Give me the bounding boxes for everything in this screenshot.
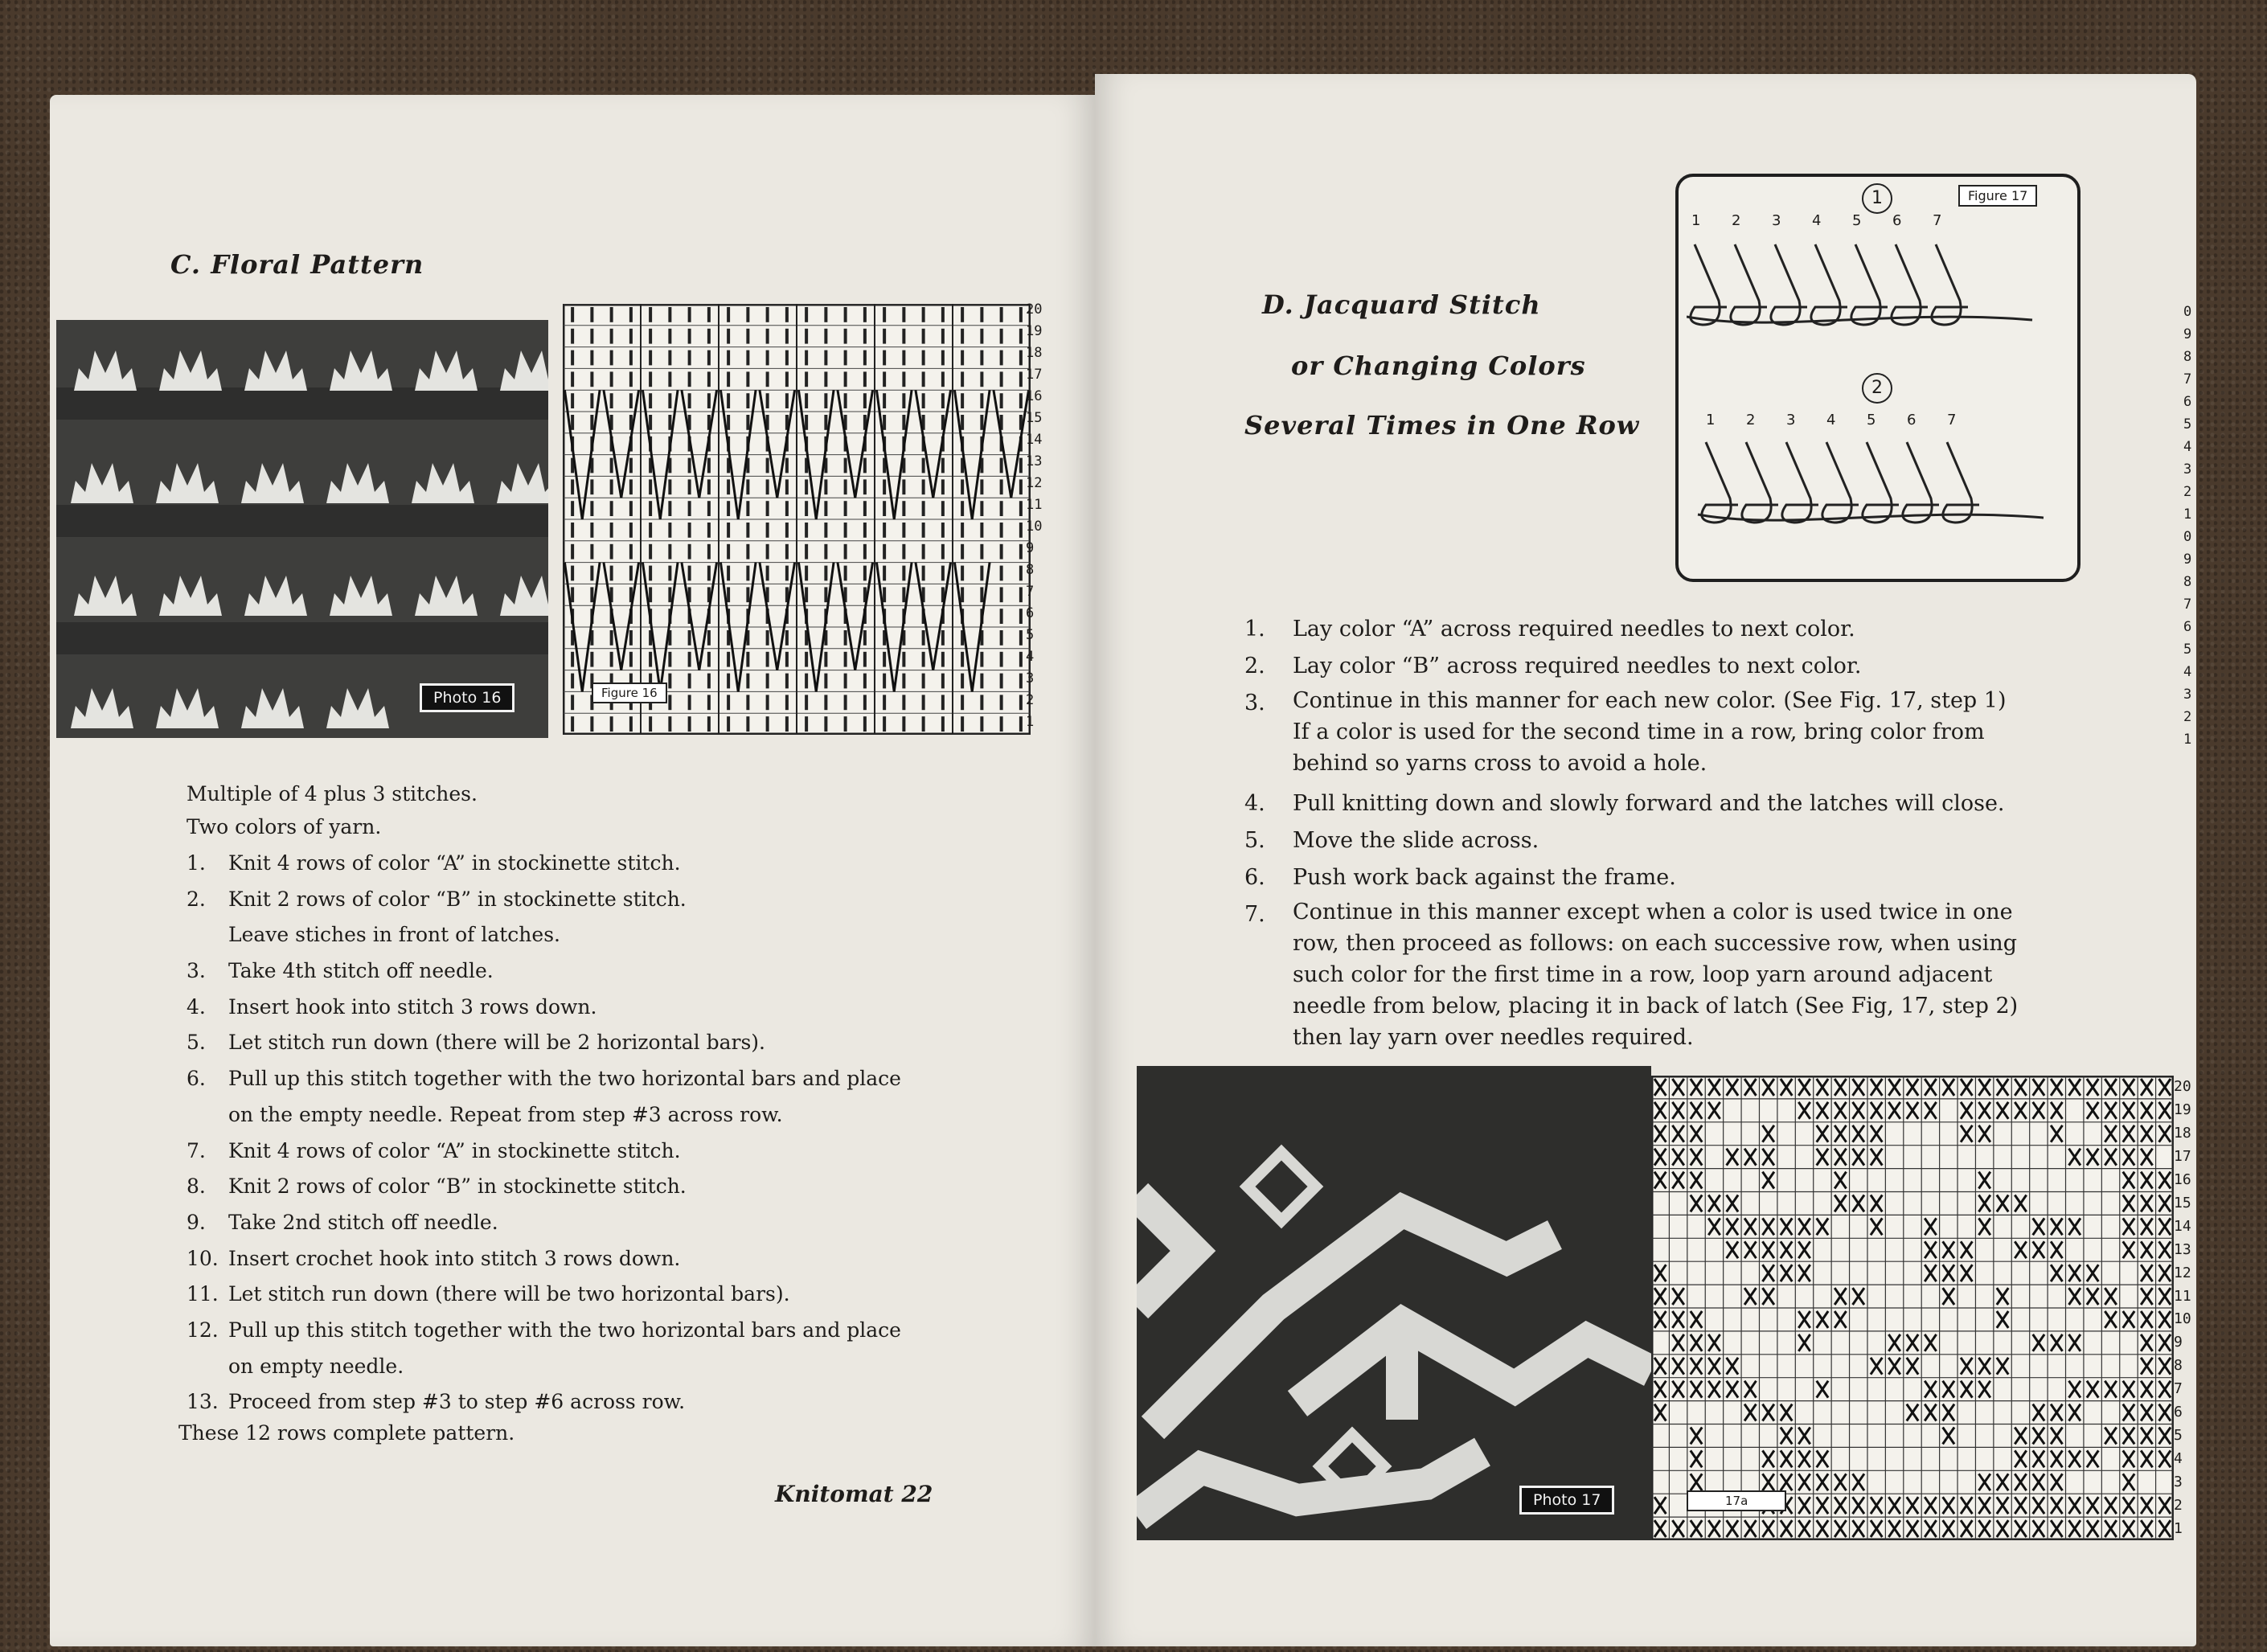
- floral-step: [187, 846, 1023, 882]
- jacquard-heading-line-3: Several Times in One Row: [1244, 410, 1640, 441]
- step-text: on the empty needle. Repeat from step #3 across row.: [228, 1102, 783, 1126]
- row-number: 8: [2183, 573, 2192, 590]
- step-number: 11.: [187, 1282, 219, 1306]
- needle-hook: [1702, 442, 1738, 523]
- step-line: Lay color “B” across required needles to next color.: [1293, 654, 1862, 678]
- floral-step: [187, 882, 1023, 918]
- row-number: 2: [2183, 483, 2192, 500]
- needle-hook: [1863, 442, 1899, 523]
- jacquard-step: [1244, 822, 2064, 859]
- flower-motif: [494, 457, 548, 505]
- step-2-marker: 2: [1862, 373, 1892, 404]
- row-number: 2: [2174, 1496, 2183, 1514]
- row-number: 6: [2174, 1404, 2183, 1421]
- floral-step: [187, 1133, 1023, 1170]
- step-line: behind so yarns cross to avoid a hole.: [1293, 751, 1707, 776]
- step-number: 4.: [187, 994, 206, 1019]
- needle-number: 3: [1772, 212, 1781, 229]
- knit-band: [56, 505, 548, 537]
- row-number: 4: [2183, 663, 2192, 680]
- step-line: Pull knitting down and slowly forward and the latches will close.: [1293, 791, 2005, 816]
- needle-number: 1: [1691, 212, 1701, 229]
- row-number: 12: [2174, 1264, 2191, 1281]
- flower-motif: [323, 457, 392, 505]
- step-number: 12.: [187, 1318, 219, 1342]
- row-number: 18: [2174, 1125, 2191, 1142]
- needle-hook: [1903, 442, 1939, 523]
- step-line: If a color is used for the second time in a row, bring color from: [1293, 719, 1985, 744]
- row-number: 4: [1026, 649, 1035, 665]
- floral-chart-overlay: [563, 304, 1031, 735]
- step-line: Push work back against the frame.: [1293, 865, 1676, 890]
- floral-step: [187, 1241, 1023, 1277]
- step-number: 10.: [187, 1246, 219, 1270]
- row-number: 17: [1026, 367, 1043, 383]
- figure-17-label: Figure 17: [1958, 185, 2037, 207]
- row-number: 3: [2183, 461, 2192, 478]
- step-text: Leave stiches in front of latches.: [228, 923, 560, 947]
- needle-number: 6: [1892, 212, 1902, 229]
- step-number: 6.: [187, 1067, 206, 1091]
- row-number: 7: [2183, 596, 2192, 613]
- row-number: 9: [2183, 551, 2192, 568]
- flower-motif: [412, 569, 481, 617]
- row-number: 14: [1026, 432, 1043, 448]
- row-number: 2: [2183, 708, 2192, 725]
- step-line: row, then proceed as follows: on each successive row, when using: [1293, 931, 2018, 956]
- step-number: 7.: [187, 1138, 206, 1162]
- row-number: 19: [2174, 1101, 2191, 1119]
- needle-number: 7: [1933, 212, 1942, 229]
- step-text: on empty needle.: [228, 1354, 404, 1378]
- step-line: Move the slide across.: [1293, 828, 1539, 853]
- flower-motif: [497, 344, 548, 392]
- needle-number: 1: [1706, 412, 1716, 428]
- floral-step: [187, 1025, 1023, 1061]
- needle-hook: [1782, 442, 1818, 523]
- step-text: Insert crochet hook into stitch 3 rows down.: [228, 1246, 681, 1270]
- step-number: 5.: [1244, 828, 1265, 853]
- jacquard-step: [1244, 785, 2064, 822]
- row-number: 3: [1026, 670, 1035, 687]
- knit-band: [56, 387, 548, 420]
- needle-number: 2: [1746, 412, 1756, 428]
- needle-hook: [1822, 442, 1859, 523]
- row-number: 5: [1026, 627, 1035, 643]
- row-number: 1: [2183, 731, 2192, 748]
- floral-intro: [187, 777, 990, 845]
- row-number: 11: [1026, 497, 1043, 513]
- needle-number: 6: [1907, 412, 1916, 428]
- step-text: Take 2nd stitch off needle.: [228, 1210, 498, 1234]
- step-number: 1.: [187, 851, 206, 875]
- jacquard-photo-motif: [1137, 1066, 1651, 1540]
- flower-motif: [238, 682, 307, 730]
- intro-line: Two colors of yarn.: [187, 814, 382, 838]
- jacquard-step: [1244, 896, 2064, 1053]
- flower-motif: [71, 569, 140, 617]
- step-line: Continue in this manner except when a color is used twice in one: [1293, 900, 2013, 924]
- needle-number: 4: [1812, 212, 1822, 229]
- knit-band: [56, 622, 548, 654]
- step-number: 2.: [187, 887, 206, 911]
- row-number: 8: [2183, 348, 2192, 365]
- floral-step: [187, 1313, 1023, 1349]
- row-number: 5: [2183, 641, 2192, 658]
- step-text: Knit 2 rows of color “B” in stockinette stitch.: [228, 1174, 687, 1199]
- step-number: 4.: [1244, 791, 1265, 816]
- jacquard-heading-line-1: D. Jacquard Stitch: [1262, 289, 1541, 320]
- photo-17-label: Photo 17: [1519, 1486, 1614, 1515]
- flower-motif: [497, 569, 548, 617]
- floral-pattern-heading: C. Floral Pattern: [170, 249, 424, 280]
- photo-16-label: Photo 16: [420, 683, 514, 712]
- row-number: 12: [1026, 475, 1043, 491]
- needle-hook: [1932, 244, 1968, 325]
- row-number: 4: [2183, 438, 2192, 455]
- step-number: 6.: [1244, 865, 1265, 890]
- row-number: 19: [1026, 323, 1043, 339]
- needle-number: 2: [1732, 212, 1741, 229]
- flower-motif: [241, 569, 310, 617]
- step-text: Proceed from step #3 to step #6 across row.: [228, 1390, 686, 1414]
- row-number: 13: [2174, 1240, 2191, 1258]
- row-number: 8: [1026, 562, 1035, 578]
- needle-hook: [1892, 244, 1928, 325]
- floral-steps: [187, 846, 1023, 1420]
- needle-hook: [1851, 244, 1888, 325]
- needle-numbers-top: [1691, 212, 2029, 233]
- row-number: 6: [1026, 605, 1035, 621]
- flower-motif: [412, 344, 481, 392]
- row-number: 16: [1026, 388, 1043, 404]
- row-number: 13: [1026, 453, 1043, 469]
- row-number: 9: [2183, 326, 2192, 342]
- row-number: 1: [1026, 714, 1035, 730]
- row-number: 1: [2183, 506, 2192, 523]
- needle-hook: [1731, 244, 1767, 325]
- row-number: 15: [2174, 1194, 2191, 1211]
- step-number: 3.: [1244, 691, 1265, 715]
- floral-step: [187, 1205, 1023, 1241]
- jacquard-step: [1244, 685, 2064, 779]
- row-number: 6: [2183, 618, 2192, 635]
- row-number: 8: [2174, 1357, 2183, 1375]
- row-number: 0: [2183, 528, 2192, 545]
- row-number: 6: [2183, 393, 2192, 410]
- needle-hook: [1943, 442, 1979, 523]
- step-line: Continue in this manner for each new color. (See Fig. 17, step 1): [1293, 688, 2007, 713]
- row-number: 5: [2183, 416, 2192, 432]
- step-text: Take 4th stitch off needle.: [228, 959, 494, 983]
- step-1-marker: 1: [1862, 183, 1892, 214]
- chart-17a-label: 17a: [1687, 1490, 1786, 1511]
- figure-17-diagram: [1675, 174, 2080, 582]
- yarn-strand: [1687, 317, 2032, 322]
- flower-motif: [156, 344, 225, 392]
- needle-hook: [1742, 442, 1778, 523]
- row-number: 9: [2174, 1334, 2183, 1351]
- row-number: 9: [1026, 540, 1035, 556]
- jacquard-step: [1244, 859, 2064, 896]
- row-number: 2: [1026, 692, 1035, 708]
- floral-pattern-photo: [56, 320, 548, 738]
- step-text: Knit 4 rows of color “A” in stockinette stitch.: [228, 1138, 681, 1162]
- floral-chart-row-numbers: [1026, 299, 1050, 733]
- step-number: 2.: [1244, 654, 1265, 678]
- row-number: 11: [2174, 1287, 2191, 1305]
- row-number: 10: [1026, 519, 1043, 535]
- jacquard-chart-row-numbers: [2174, 1076, 2198, 1540]
- flower-motif: [238, 457, 307, 505]
- row-number: 17: [2174, 1148, 2191, 1166]
- flower-motif: [68, 457, 137, 505]
- row-number: 18: [1026, 345, 1043, 361]
- flower-motif: [326, 344, 396, 392]
- step-line: Lay color “A” across required needles to next color.: [1293, 617, 1855, 642]
- figure-16-label: Figure 16: [592, 683, 667, 703]
- floral-step: [187, 1169, 1023, 1205]
- jacquard-step: [1244, 648, 2064, 685]
- needle-number: 5: [1867, 412, 1876, 428]
- step-line: then lay yarn over needles required.: [1293, 1025, 1694, 1050]
- needle-hook: [1811, 244, 1847, 325]
- row-number: 14: [2174, 1217, 2191, 1235]
- needle-number: 5: [1852, 212, 1862, 229]
- jacquard-steps: [1244, 611, 2064, 1060]
- step-number: 9.: [187, 1210, 206, 1234]
- floral-step: [187, 1061, 1023, 1097]
- step-text: Let stitch run down (there will be two horizontal bars).: [228, 1282, 790, 1306]
- floral-step: [187, 1384, 1023, 1420]
- jacquard-step: [1244, 611, 2064, 648]
- floral-step: [187, 953, 1023, 990]
- edge-row-numbers: [2183, 301, 2199, 751]
- step-text: Let stitch run down (there will be 2 horizontal bars).: [228, 1031, 765, 1055]
- needle-hook: [1691, 244, 1727, 325]
- flower-motif: [241, 344, 310, 392]
- row-number: 7: [2174, 1380, 2183, 1398]
- needle-numbers-bottom: [1706, 412, 2044, 432]
- step-text: Pull up this stitch together with the two horizontal bars and place: [228, 1067, 901, 1091]
- row-number: 20: [2174, 1078, 2191, 1096]
- needle-number: 3: [1786, 412, 1796, 428]
- row-number: 5: [2174, 1426, 2183, 1444]
- flower-motif: [408, 457, 478, 505]
- yarn-strand: [1698, 514, 2044, 520]
- step-number: 8.: [187, 1174, 206, 1199]
- flower-motif: [156, 569, 225, 617]
- row-number: 4: [2174, 1449, 2183, 1467]
- needle-number: 4: [1826, 412, 1836, 428]
- flower-motif: [68, 682, 137, 730]
- step-number: 13.: [187, 1390, 219, 1414]
- row-number: 7: [2183, 371, 2192, 387]
- step-line: such color for the first time in a row, loop yarn around adjacent: [1293, 962, 1993, 987]
- intro-line: Multiple of 4 plus 3 stitches.: [187, 782, 478, 806]
- row-number: 0: [2183, 303, 2192, 320]
- step-number: 1.: [1244, 617, 1265, 642]
- flower-motif: [153, 682, 222, 730]
- needles-step-2-illustration: [1695, 434, 2064, 563]
- floral-step: [187, 990, 1023, 1026]
- row-number: 7: [1026, 584, 1035, 600]
- needle-hook: [1771, 244, 1807, 325]
- flower-motif: [323, 682, 392, 730]
- jacquard-chart: [1651, 1076, 2174, 1540]
- step-number: 3.: [187, 959, 206, 983]
- needle-number: 7: [1947, 412, 1957, 428]
- step-number: 7.: [1244, 902, 1265, 927]
- page-footer: Knitomat 22: [775, 1481, 933, 1507]
- row-number: 3: [2174, 1473, 2183, 1490]
- flower-motif: [71, 344, 140, 392]
- jacquard-photo: [1137, 1066, 1651, 1540]
- row-number: 16: [2174, 1171, 2191, 1189]
- step-text: Knit 2 rows of color “B” in stockinette stitch.: [228, 887, 687, 911]
- jacquard-heading-line-2: or Changing Colors: [1291, 350, 1586, 381]
- floral-step: [187, 1097, 1023, 1133]
- step-line: needle from below, placing it in back of latch (See Fig, 17, step 2): [1293, 994, 2019, 1019]
- flower-motif: [326, 569, 396, 617]
- flower-motif: [153, 457, 222, 505]
- row-number: 10: [2174, 1310, 2191, 1328]
- floral-closing: These 12 rows complete pattern.: [178, 1421, 515, 1445]
- row-number: 1: [2174, 1519, 2183, 1537]
- row-number: 3: [2183, 686, 2192, 703]
- needles-step-1-illustration: [1687, 236, 2064, 349]
- row-number: 20: [1026, 301, 1043, 318]
- floral-step: [187, 1277, 1023, 1313]
- step-text: Pull up this stitch together with the two horizontal bars and place: [228, 1318, 901, 1342]
- floral-step: [187, 917, 1023, 953]
- step-text: Insert hook into stitch 3 rows down.: [228, 994, 597, 1019]
- step-number: 5.: [187, 1031, 206, 1055]
- row-number: 15: [1026, 410, 1043, 426]
- floral-step: [187, 1349, 1023, 1385]
- step-text: Knit 4 rows of color “A” in stockinette stitch.: [228, 851, 681, 875]
